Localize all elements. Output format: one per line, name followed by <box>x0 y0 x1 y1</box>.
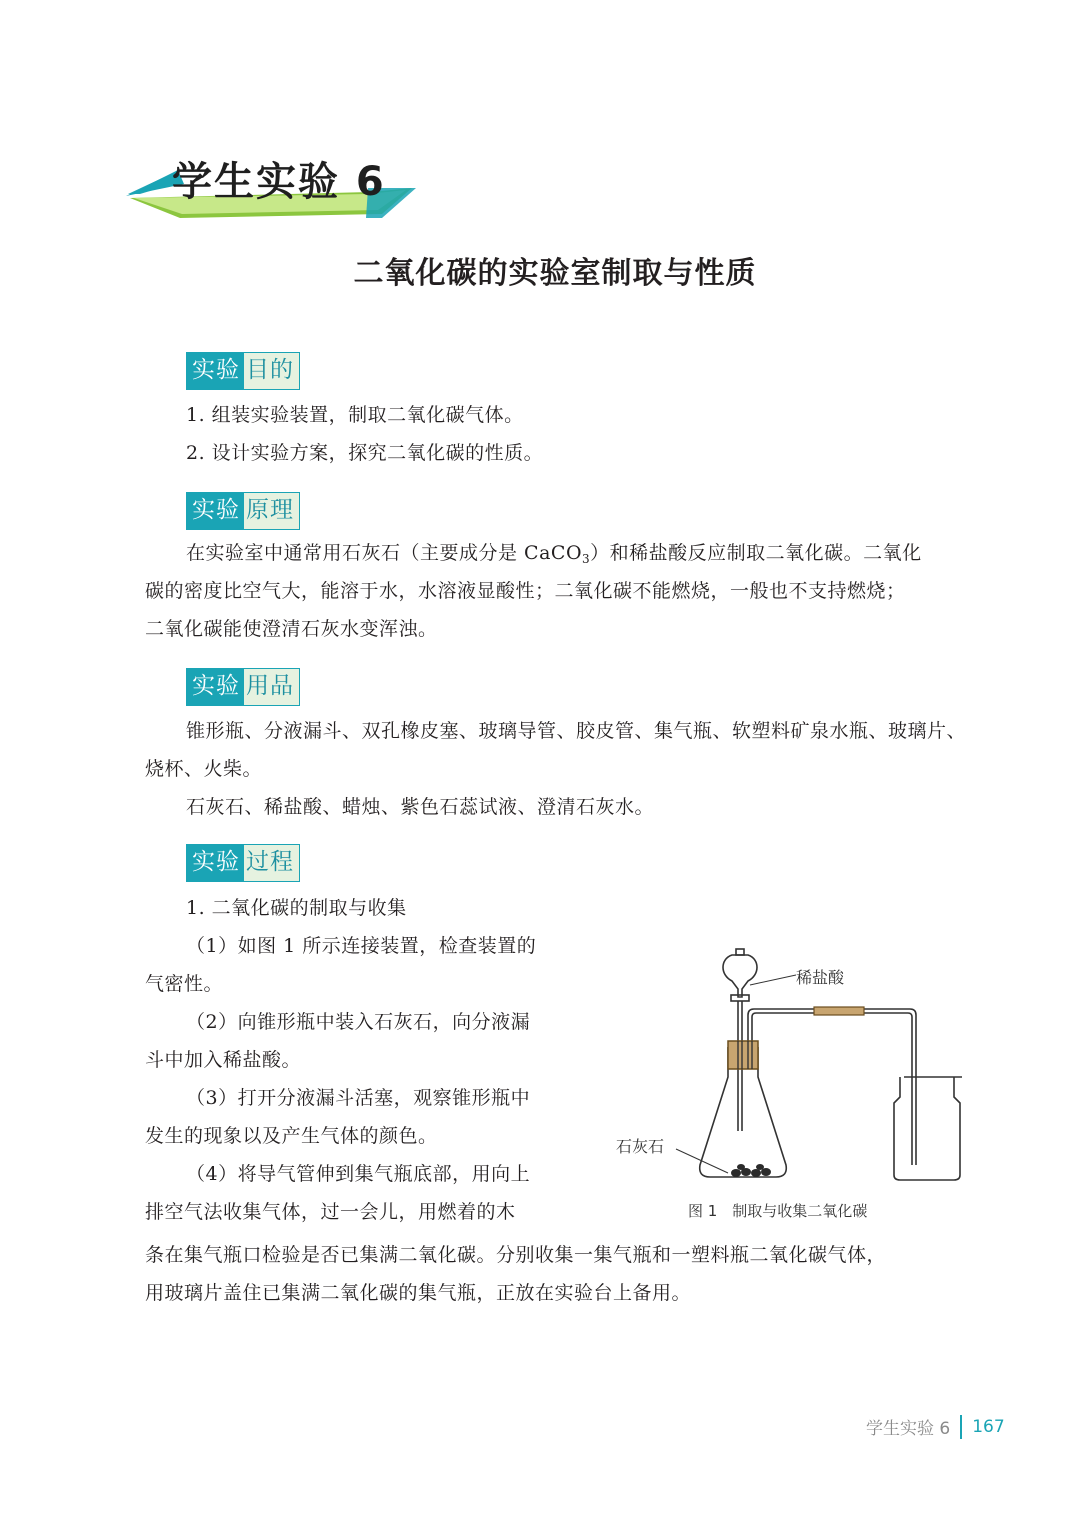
section-header-purpose <box>186 352 300 390</box>
paragraph-line: 烧杯、火柴。 <box>145 758 263 780</box>
paragraph-line: 1. 组装实验装置，制取二氧化碳气体。 <box>186 404 524 426</box>
limestone-pieces <box>731 1164 771 1177</box>
page-title: 二氧化碳的实验室制取与性质 <box>353 256 757 291</box>
text-fragment: ）和稀盐酸反应制取二氧化碳。二氧化 <box>590 542 922 564</box>
section-header-principle <box>186 492 300 530</box>
paragraph-line: （1）如图 1 所示连接装置，检查装置的 <box>186 935 537 957</box>
section-header-label: 实验 <box>187 845 244 881</box>
funnel-stopcock <box>731 995 749 1001</box>
label-stone: 石灰石 <box>616 1137 665 1156</box>
subscript: 3 <box>582 552 591 566</box>
page-footer <box>866 1414 1005 1439</box>
section-header-label: 目的 <box>244 353 299 389</box>
paragraph-line: 1. 二氧化碳的制取与收集 <box>186 897 407 919</box>
paragraph-line: 发生的现象以及产生气体的颜色。 <box>145 1125 438 1147</box>
paragraph-line: 条在集气瓶口检验是否已集满二氧化碳。分别收集一集气瓶和一塑料瓶二氧化碳气体， <box>145 1244 887 1266</box>
paragraph-line: 锥形瓶、分液漏斗、双孔橡皮塞、玻璃导管、胶皮管、集气瓶、软塑料矿泉水瓶、玻璃片、 <box>186 720 967 742</box>
page-number: 167 <box>972 1416 1005 1437</box>
paragraph-line: （4）将导气管伸到集气瓶底部，用向上 <box>186 1163 531 1185</box>
footer-divider <box>960 1415 962 1439</box>
section-header-materials <box>186 668 300 706</box>
paragraph-line: 二氧化碳能使澄清石灰水变浑浊。 <box>145 618 438 640</box>
section-header-label: 实验 <box>187 353 244 389</box>
section-header-label: 实验 <box>187 493 244 529</box>
paragraph-line: 气密性。 <box>145 973 224 995</box>
section-header-label: 用品 <box>244 669 299 705</box>
paragraph-line: （3）打开分液漏斗活塞，观察锥形瓶中 <box>186 1087 531 1109</box>
paragraph-line: （2）向锥形瓶中装入石灰石，向分液漏 <box>186 1011 531 1033</box>
section-header-label: 过程 <box>244 845 299 881</box>
figure-caption: 图 1 制取与收集二氧化碳 <box>688 1202 868 1220</box>
footer-section: 学生实验 6 <box>866 1419 951 1439</box>
paragraph-line: 石灰石、稀盐酸、蜡烛、紫色石蕊试液、澄清石灰水。 <box>186 796 655 818</box>
section-header-label: 原理 <box>244 493 299 529</box>
rubber-tube <box>814 1007 864 1015</box>
paragraph-line: 斗中加入稀盐酸。 <box>145 1049 302 1071</box>
section-header-label: 实验 <box>187 669 244 705</box>
text-fragment: 在实验室中通常用石灰石（主要成分是 CaCO <box>186 542 583 564</box>
paragraph-line: 用玻璃片盖住已集满二氧化碳的集气瓶，正放在实验台上备用。 <box>145 1282 692 1304</box>
section-header-procedure <box>186 844 300 882</box>
separatory-funnel <box>723 955 757 997</box>
label-acid: 稀盐酸 <box>796 968 845 987</box>
paragraph-line: 排空气法收集气体，过一会儿，用燃着的木 <box>145 1201 516 1223</box>
gas-jar <box>894 1077 960 1180</box>
banner-title: 学生实验 6 <box>172 159 386 205</box>
paragraph-line: 碳的密度比空气大，能溶于水，水溶液显酸性；二氧化碳不能燃烧，一般也不支持燃烧； <box>145 580 906 602</box>
delivery-tube <box>748 1009 916 1165</box>
paragraph-line: 2. 设计实验方案，探究二氧化碳的性质。 <box>186 442 544 464</box>
rubber-stopper <box>728 1041 758 1069</box>
